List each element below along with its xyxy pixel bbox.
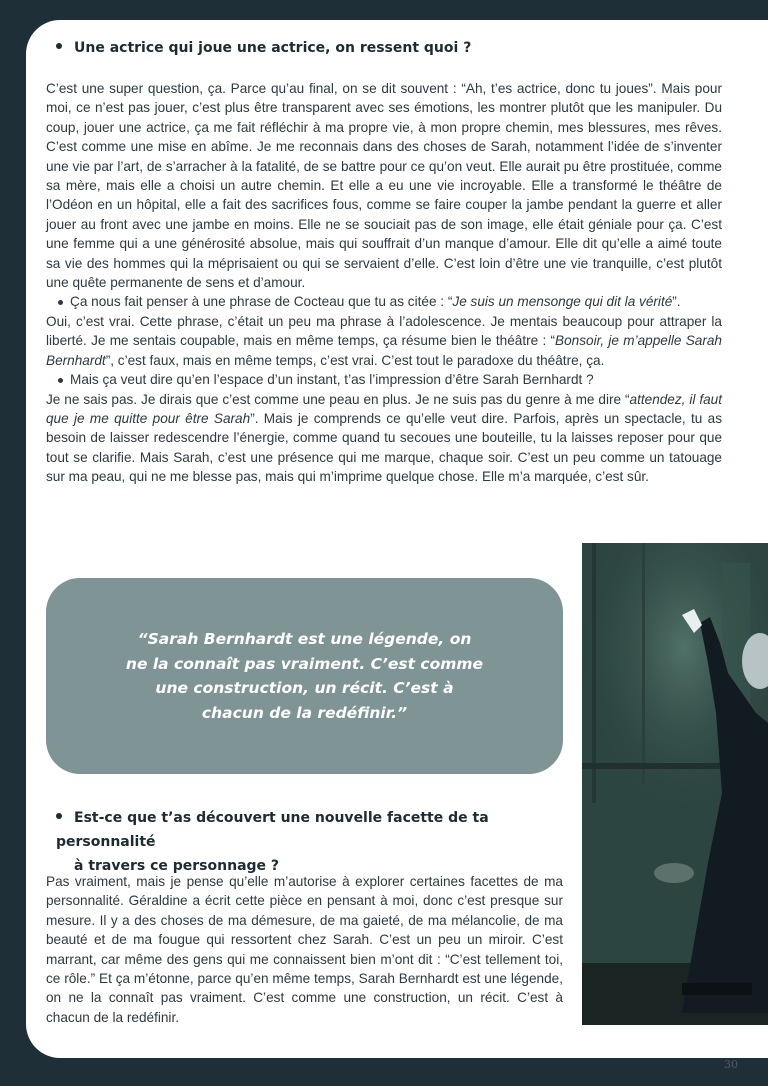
stage-photo	[582, 543, 768, 1025]
answer-block-2	[46, 872, 563, 1027]
pull-quote-box	[46, 578, 563, 774]
question-heading-1: Une actrice qui joue une actrice, on ressent quoi ?	[56, 36, 656, 60]
answer-paragraph: C’est une super question, ça. Parce qu’au final, on se dit souvent : “Ah, t’es actrice, donc tu joues”. Mais pour moi, ce n’est pas jouer, c’est plus être transparent avec ses émotions, les montrer plutôt que les manipuler. Du coup, jouer une actrice, ça me fait réfléchir à ma propre vie, à mon propre chemin, mes blessures, mes rêves. C’est comme une mise en abîme. Je me reconnais dans des choses de Sarah, notamment l’idée de s’inventer une vie par l’art, de s’arracher à la fatalité, de se battre pour ce qu’on veut. Elle aurait pu être prostituée, comme sa mère, mais elle a choisi un autre chemin. Et elle a eu une vie incroyable. Elle a transformé le théâtre de l’Odéon en un hôpital, elle a fait des sacrifices fous, comme se faire couper la jambe pendant la guerre et aller jouer au front avec une jambe en moins. Elle ne se souciait pas de son image, elle était géniale pour ça. C’est une femme qui a une générosité absolue, mais qui souffrait d’un manque d’amour. Elle dit qu’elle a aimé toute sa vie des hommes qui la méprisaient ou qui se servaient d’elle. C’est loin d’être une vie tranquille, c’est plutôt une quête permanente de sens et d’amour.	[46, 81, 722, 291]
answer-paragraph-2: Oui, c’est vrai. Cette phrase, c’était un peu ma phrase à l’adolescence. Je mentais beaucoup pour attraper la liberté. Je me sentais coupable, mais en même temps, ça résume bien le théâtre : “Bonsoir, je m’appelle Sarah Bernhardt”, c’est faux, mais en même temps, c’est vrai. C’est tout le paradoxe du théâtre, ça.	[46, 313, 722, 368]
page	[26, 20, 768, 1071]
sub-question-2: Mais ça veut dire qu’en l’espace d’un instant, t’as l’impression d’être Sarah Bernhardt ?	[46, 370, 722, 389]
question-heading-2: Est-ce que t’as découvert une nouvelle facette de ta personnalité à travers ce personnage ?	[56, 810, 489, 874]
stage-photo-illustration	[582, 543, 768, 1025]
pull-quote-text: “Sarah Bernhardt est une légende, on ne la connaît pas vraiment. C’est comme une construction, un récit. C’est à chacun de la redéfinir.”	[125, 630, 484, 722]
sub-question-1: Ça nous fait penser à une phrase de Cocteau que tu as citée : “Je suis un mensonge qui dit la vérité”.	[46, 292, 722, 311]
bullet-icon	[56, 43, 62, 49]
answer-paragraph: Pas vraiment, mais je pense qu’elle m’autorise à explorer certaines facettes de ma personnalité. Géraldine a écrit cette pièce en pensant à moi, donc c’est presque sur mesure. Il y a des choses de ma démesure, de ma gaieté, de ma mélancolie, de ma beauté et de ma fougue qui ressortent chez Sarah. C’est un peu un miroir. C’est marrant, car même des gens qui me connaissent bien m’ont dit : “C’est tellement toi, ce rôle.” Et ça m’étonne, parce qu’en même temps, Sarah Bernhardt est une légende, on ne la connaît pas vraiment. C’est comme une construction, un récit. C’est à chacun de la redéfinir.	[46, 874, 563, 1025]
page-number: 30	[724, 1058, 738, 1071]
answer-block-1	[46, 79, 722, 487]
answer-paragraph-3: Je ne sais pas. Je dirais que c’est comme une peau en plus. Je ne suis pas du genre à me dire “attendez, il faut que je me quitte pour être Sarah”. Mais je comprends ce qu’elle veut dire. Parfois, après un spectacle, tu as besoin de laisser redescendre l’énergie, comme quand tu secoues une bouteille, tu la laisses reposer pour que tout se clarifie. Mais Sarah, c’est une présence qui me marque, chaque soir. C’est un peu comme un tatouage sur ma peau, qui ne me blesse pas, mais qui m’imprime quelque chose. Elle m’a marquée, c’est sûr.	[46, 391, 723, 485]
bullet-icon	[56, 813, 62, 819]
